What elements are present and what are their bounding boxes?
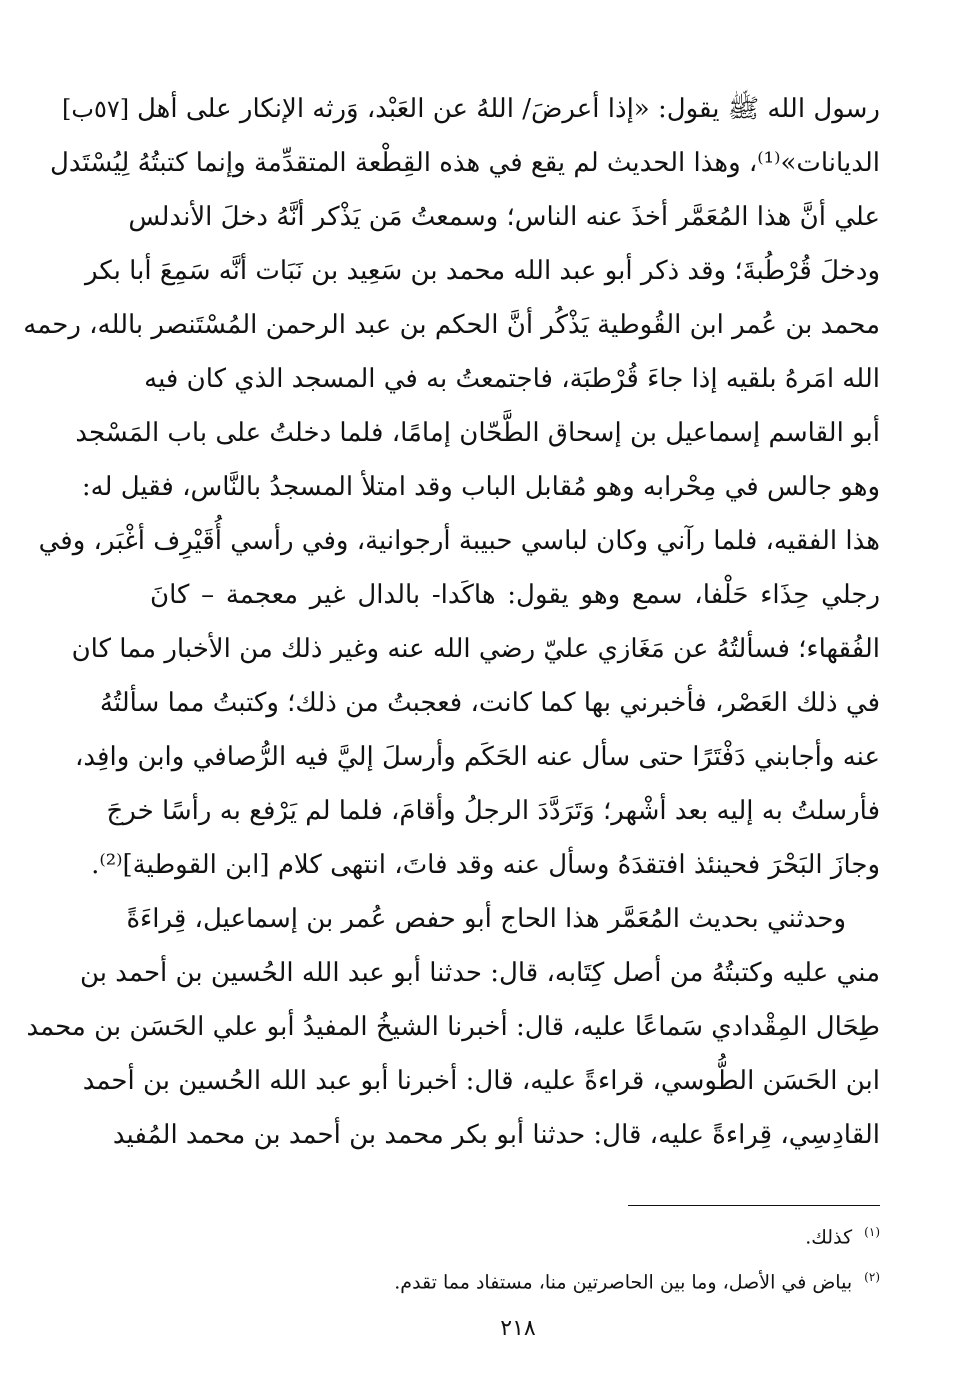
body-line: الفُقهاء؛ فسألتُهُ عن مَغَازي عليّ رضي الله عنه وغير ذلك من الأخبار مما كان <box>71 634 880 664</box>
paragraph-start-line: وحدثني بحديث المُعَمَّر هذا الحاج أبو حفص عُمر بن إسماعيل، قِراءَةً <box>126 904 846 934</box>
body-line: محمد بن عُمر ابن القُوطية يَذْكُر أنَّ الحكم بن عبد الرحمن المُسْتَنصر بالله، رحمه <box>23 310 880 340</box>
body-line: ابن الحَسَن الطُّوسي، قراءةً عليه، قال: أخبرنا أبو عبد الله الحُسين بن أحمد <box>82 1066 880 1096</box>
body-line: أبو القاسم إسماعيل بن إسحاق الطَّحّان إمامًا، فلما دخلتُ على باب المَسْجد <box>75 418 880 448</box>
footnote-separator <box>628 1205 880 1206</box>
paragraph-end-line: وجازَ البَحْرَ فحينئذ افتقدَهُ وسأل عنه وقد فاتَ، انتهى كلام [ابن القوطية]⁽²⁾. <box>91 850 880 880</box>
footnote-number: (٢) <box>864 1270 880 1285</box>
footnote-2 <box>300 1257 880 1302</box>
body-line: رسول الله ﷺ يقول: «إذا أعرضَ/ اللهُ عن العَبْد، وَرثه الإنكار على أهل <box>136 94 880 124</box>
footnotes <box>300 1212 880 1303</box>
body-line: فأرسلتُ به إليه بعد أشْهر؛ وَتَرَدَّدَ الرجلُ وأقامَ، فلما لم يَرْفع به رأسًا خرجَ <box>106 796 880 826</box>
body-line: علي أنَّ هذا المُعَمَّر أخذَ عنه الناس؛ وسمعتُ مَن يَذْكر أنَّهُ دخلَ الأندلس <box>128 202 880 232</box>
body-line: الديانات»⁽¹⁾، وهذا الحديث لم يقع في هذه القِطْعة المتقدِّمة وإنما كتبتُهُ لِيُسْتَدل <box>50 148 880 178</box>
body-line: هذا الفقيه، فلما رآني وكان لباسي حبيبة أرجوانية، وفي رأسي أُقَيْرِف أغْبَر، وفي <box>38 526 880 556</box>
body-line: ودخلَ قُرْطُبةَ؛ وقد ذكر أبو عبد الله محمد بن سَعِيد بن نَبَات أنَّه سَمِعَ أبا بكر <box>84 256 880 286</box>
body-line: الله امَرهُ بلقيه إذا جاءَ قُرْطبَة، فاجتمعتُ به في المسجد الذي كان فيه <box>144 364 880 394</box>
body-line: وهو جالس في مِحْرابه وهو مُقابل الباب وقد امتلأ المسجدُ بالنَّاس، فقيل له: <box>81 472 880 502</box>
footnote-1 <box>300 1212 880 1257</box>
body-line: في ذلك العَصْر، فأخبرني بها كما كانت، فعجبتُ من ذلك؛ وكتبتُ مما سألتُهُ <box>99 688 880 718</box>
manuscript-folio-marker: [٥٧ب] <box>62 95 130 123</box>
body-line: مني عليه وكتبتُهُ من أصل كِتَابه، قال: حدثنا أبو عبد الله الحُسين بن أحمد بن <box>80 958 880 988</box>
footnote-text: كذلك. <box>805 1226 853 1249</box>
footnote-number: (١) <box>864 1225 880 1239</box>
body-line: عنه وأجابني دَفْتَرًا حتى سأل عنه الحَكَم وأرسلَ إليَّ فيه الرُّصافي وابن وافِد، <box>75 742 880 772</box>
body-line: طِحَال المِقْدادي سَماعًا عليه، قال: أخبرنا الشيخُ المفيدُ أبو علي الحَسَن بن محمد <box>26 1012 880 1042</box>
body-line: رجلي حِذَاء حَلْفا، سمع وهو يقول: هاكَدا- بالدال غير معجمة – كانَ <box>150 580 880 610</box>
body-line: القادِسِي، قِراءةً عليه، قال: حدثنا أبو بكر محمد بن أحمد بن محمد المُفيد <box>112 1120 880 1150</box>
footnote-text: بياض في الأصل، وما بين الحاصرتين منا، مستفاد مما تقدم. <box>394 1271 853 1294</box>
page-number: ٢١٨ <box>500 1316 536 1341</box>
